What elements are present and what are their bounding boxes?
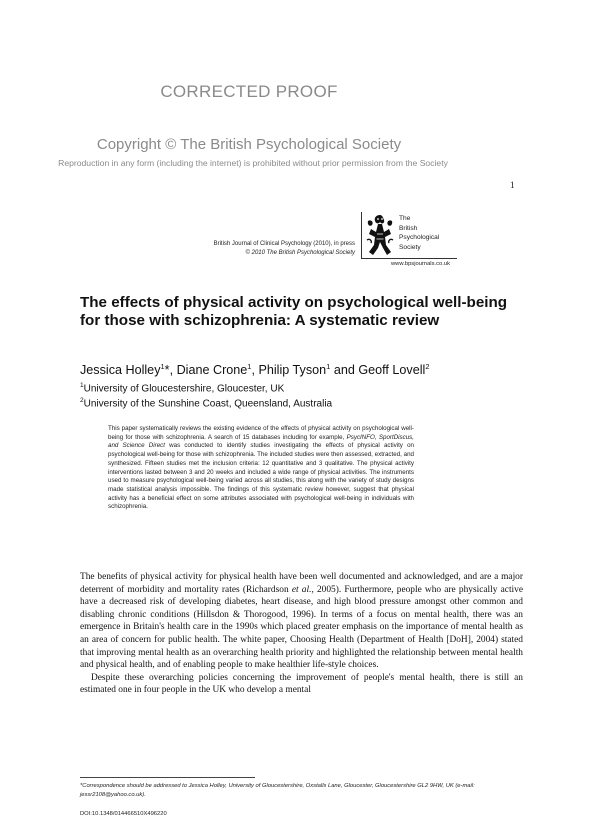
society-website: www.bpsjournals.co.uk	[391, 261, 450, 267]
journal-citation: British Journal of Clinical Psychology (2010), in press	[213, 241, 355, 247]
author-separator: ,	[169, 363, 177, 378]
author-affiliation-mark: 1	[326, 362, 331, 371]
author-separator: ,	[251, 363, 259, 378]
body-text-part: The benefits of physical activity for physical health have been well documented and acknowledged, and are a major deterrent of morbidity and mortality rates (Richardson	[80, 572, 523, 595]
author-name: Geoff Lovell	[358, 363, 426, 378]
abstract-text-part: This paper systematically reviews the existing evidence of the effects of physical activity on psychological well-being for those with schizophrenia. A search of 15 databases including for example,	[108, 425, 414, 441]
author-name: Jessica Holley	[80, 363, 161, 378]
affiliation	[80, 382, 284, 394]
journal-copyright: © 2010 The British Psychological Society	[245, 250, 355, 256]
society-name-line: British	[399, 224, 418, 232]
affiliation	[80, 397, 332, 409]
page-number: 1	[510, 180, 515, 190]
corrected-proof-watermark: CORRECTED PROOF	[160, 82, 338, 101]
abstract-text	[108, 425, 414, 512]
body-paragraph: Despite these overarching policies concerning the improvement of people's mental health, there is still an estimated one in four people in the UK who develop a mental	[80, 672, 523, 696]
abstract	[108, 425, 414, 512]
author-affiliation-mark: 1	[160, 362, 165, 371]
society-name-line: Psychological	[399, 234, 440, 242]
copyright-watermark: Copyright © The British Psychological Society	[96, 136, 402, 153]
bps-psyche-logo-icon	[365, 212, 395, 258]
author-separator: and	[330, 363, 359, 378]
body-paragraph	[80, 571, 523, 672]
reproduction-notice: Reproduction in any form (including the internet) is prohibited without prior permission from the Society	[58, 158, 448, 168]
society-name-line: Society	[399, 243, 421, 251]
correspondence-footnote: *Correspondence should be addressed to Jessica Holley, University of Gloucestershire, Oxstalls Lane, Gloucester, Gloucestershire GL2 9HW, UK (e-mail: jessr2108@yahoo.co.uk).	[80, 783, 475, 798]
author-name: Philip Tyson	[258, 363, 327, 378]
author-affiliation-mark: 1	[247, 362, 252, 371]
affiliation-number: 2	[80, 397, 84, 404]
body-text	[80, 571, 523, 697]
abstract-databases: PsycINFO, SportDiscus, and Science Direct	[108, 433, 414, 450]
affiliation-text: University of the Sunshine Coast, Queensland, Australia	[83, 398, 333, 410]
author-affiliation-mark: 2	[425, 362, 430, 371]
article-title: The effects of physical activity on psychological well-being for those with schizophrenia: A systematic review	[80, 294, 508, 329]
abstract-text-part: was conducted to identify studies investigating the effects of physical activity on psychological well-being for those with schizophrenia. The included studies were then assessed, extracted, and synthesized. Fifteen studies met the inclusion criteria: 12 quantitative and 3 qualitative. The physical activity interventions lasted between 3 and 20 weeks and included a wide range of physical activities. The instruments used to measure psychological well-being varied across all studies, this along with the variety of study designs made statistical analysis impossible. The findings of this systematic review however, suggest that physical activity has a beneficial effect on some attributes associated with psychological well-being in individuals with schizophrenia.	[108, 442, 414, 511]
author-list	[80, 362, 430, 377]
author-name: Diane Crone	[176, 363, 248, 378]
footnote-rule	[80, 777, 255, 778]
society-name	[399, 214, 439, 252]
affiliation-number: 1	[80, 382, 84, 389]
doi: DOI:10.1348/014466510X496220	[80, 811, 167, 817]
logo-divider	[361, 212, 362, 258]
et-al: et al.	[291, 584, 312, 595]
corresponding-author-mark: *	[164, 363, 170, 378]
body-text-part: , 2005). Furthermore, people who are physically active have a decreased risk of developing diabetes, heart disease, and high blood pressure amongst other common and disabling chronic conditions (Hillsdon & Thorogood, 1996). In terms of a focus on mental health, there was an emergence in Britain's health care in the 1990s which placed greater emphasis on the importance of mental health as an area of concern for public health. The white paper, Choosing Health (Department of Health [DoH], 2004) stated that improving mental health as an overarching health priority and highlighted the relationship between mental health and physical health, and of enabling people to make healthier life-style choices.	[80, 584, 524, 671]
affiliation-text: University of Gloucestershire, Gloucester, UK	[83, 383, 285, 395]
logo-underline	[361, 258, 457, 259]
journal-header	[214, 240, 355, 258]
society-name-line: The	[399, 215, 411, 222]
